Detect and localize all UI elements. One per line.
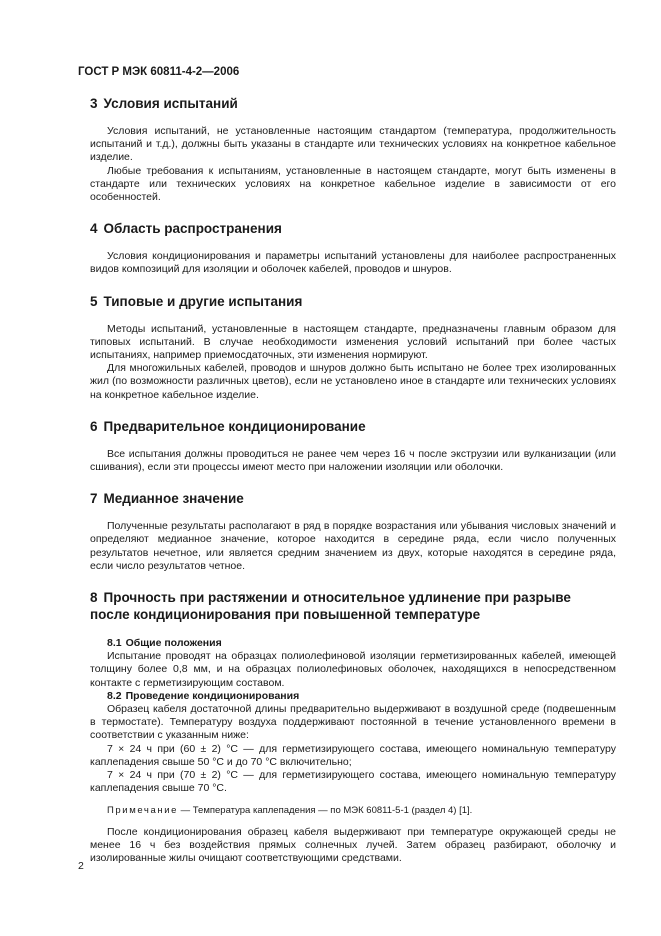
- section-5-paragraph-1: Методы испытаний, установленные в настоящем стандарте, предназначены главным образом для типовых испытаний. В случае необходимости изменения условий испытаний при более частых испытаниях, например приемосдаточных, эти изменения нормируют.: [90, 322, 616, 362]
- note: [90, 805, 616, 817]
- subsection-8-1-heading: [90, 637, 616, 650]
- subsection-number: 8.1: [107, 637, 122, 650]
- section-number: 6: [90, 418, 98, 434]
- section-3-heading: [90, 95, 616, 112]
- section-8-heading: [90, 589, 616, 623]
- subsection-title: Проведение кондиционирования: [125, 689, 300, 702]
- section-4-heading: [90, 220, 616, 237]
- section-4-paragraph-1: Условия кондиционирования и параметры испытаний установлены для наиболее распространенных видов композиций для изоляции и оболочек кабелей, проводов и шнуров.: [90, 250, 616, 276]
- section-5-heading: [90, 293, 616, 310]
- section-8-title-line-2: после кондиционирования при повышенной температуре: [90, 607, 481, 623]
- subsection-8-1-paragraph: Испытание проводят на образцах полиолефиновой изоляции герметизированных кабелей, имеющей толщину более 0,8 мм, и на образцах полиолефиновых оболочек, находящихся в непосредственном контакте с герметизирующим составом.: [90, 650, 616, 689]
- section-title: Область распространения: [103, 221, 282, 237]
- section-title: Условия испытаний: [103, 96, 238, 111]
- subsection-8-2-paragraph-1: Образец кабеля достаточной длины предварительно выдерживают в воздушной среде (подвешенным в термостате). Температуру воздуха поддерживают постоянной в течение установленного времени в соответствии с указанным ниже:: [90, 703, 616, 742]
- section-title: Предварительное кондиционирование: [103, 418, 366, 434]
- section-number: 4: [90, 221, 98, 237]
- section-number: 3: [90, 96, 98, 111]
- subsection-8-2-paragraph-3: 7 × 24 ч при (70 ± 2) °С — для герметизирующего состава, имеющего номинальную температуру каплепадения свыше 70 °С.: [90, 769, 616, 795]
- section-number: 8: [90, 590, 98, 606]
- document-body: [90, 92, 616, 865]
- section-number: 7: [90, 491, 98, 507]
- document-header: ГОСТ Р МЭК 60811-4-2—2006: [78, 66, 240, 78]
- section-7-heading: [90, 490, 616, 507]
- section-7-paragraph-1: Полученные результаты располагают в ряд в порядке возрастания или убывания числовых значений и определяют медианное значение, которое находится в середине ряда, если число полученных результатов нечетное, или является средним значением из двух, которые находятся в середине ряда, если число результатов четное.: [90, 520, 616, 572]
- section-5-paragraph-2: Для многожильных кабелей, проводов и шнуров должно быть испытано не более трех изолированных жил (по возможности различных цветов), если не установлено иное в стандарте или технических условиях на конкретное кабельное изделие.: [90, 362, 616, 401]
- subsection-number: 8.2: [107, 689, 122, 702]
- subsection-8-2-final-paragraph: После кондиционирования образец кабеля выдерживают при температуре окружающей среды не менее 16 ч без воздействия прямых солнечных лучей. Затем образец разбирают, оболочку и изолированные жилы очищают соответствующими средствами.: [90, 825, 616, 864]
- section-6-heading: [90, 418, 616, 435]
- page-number: 2: [78, 860, 84, 872]
- section-title: Прочность при растяжении и относительное удлинение при разрыве: [103, 590, 571, 606]
- subsection-title: Общие положения: [125, 637, 222, 650]
- section-number: 5: [90, 293, 98, 309]
- subsection-8-2-paragraph-2: 7 × 24 ч при (60 ± 2) °С — для герметизирующего состава, имеющего номинальную температуру каплепадения свыше 50 °С и до 70 °С включительно;: [90, 742, 616, 768]
- section-6-paragraph-1: Все испытания должны проводиться не ранее чем через 16 ч после экструзии или вулканизации (или сшивания), если эти процессы имеют место при наложении изоляции или оболочки.: [90, 447, 616, 474]
- section-3-paragraph-2: Любые требования к испытаниям, установленные в настоящем стандарте, могут быть изменены в стандарте или технических условиях на конкретное кабельное изделие в зависимости от его особенностей.: [90, 164, 616, 204]
- section-title: Типовые и другие испытания: [103, 293, 303, 309]
- subsection-8-2-heading: [90, 690, 616, 703]
- note-text: — Температура каплепадения — по МЭК 60811-5-1 (раздел 4) [1].: [180, 804, 473, 816]
- section-3-paragraph-1: Условия испытаний, не установленные настоящим стандартом (температура, продолжительность испытаний и т.д.), должны быть указаны в стандарте или технических условиях на конкретное кабельное изделие.: [90, 125, 616, 164]
- section-8-title-line-1: [90, 589, 616, 606]
- section-title: Медианное значение: [103, 491, 244, 507]
- note-label: Примечание: [107, 804, 178, 816]
